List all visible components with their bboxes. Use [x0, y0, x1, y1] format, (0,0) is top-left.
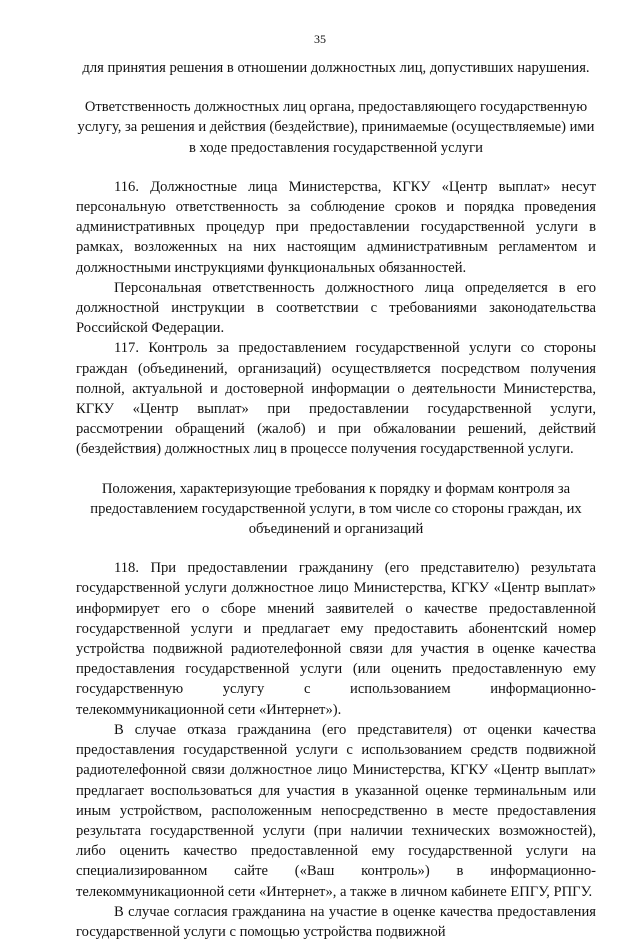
paragraph-consent-case: В случае согласия гражданина на участие в оценке качества предоставления государственной услуги с помощью устройства подвижной — [76, 903, 596, 940]
section-heading-responsibility: Ответственность должностных лиц органа, предоставляющего государственную услугу, за решения и действия (бездействие), принимаемые (осуществляемые) ими в ходе предоставления государственной услуги — [77, 99, 595, 156]
paragraph-personal-responsibility: Персональная ответственность должностного лица определяется в его должностной инструкции в соответствии с требованиями законодательства Российской Федерации. — [76, 279, 596, 337]
paragraph-116: 116. Должностные лица Министерства, КГКУ «Центр выплат» несут персональную ответственность за соблюдение сроков и порядка проведения административных процедур при предоставлении государственной услуги в рамках, возложенных на них настоящим административным регламентом и должностными инструкциями функциональных обязанностей. — [76, 178, 596, 276]
section-heading-control: Положения, характеризующие требования к порядку и формам контроля за предоставлением государственной услуги, в том числе со стороны граждан, их объединений и организаций — [90, 480, 582, 538]
page-number: 35 — [314, 32, 326, 46]
paragraph-refusal-case: В случае отказа гражданина (его представителя) от оценки качества предоставления государственной услуги с использованием средств подвижной радиотелефонной связи должностное лицо Министерства, КГКУ «Центр выплат» предлагает воспользоваться для участия в указанной оценке терминальным или иным устройством, расположенным непосредственно в месте предоставления результата государственной услуги (при наличии технических возможностей), либо оценить качество предоставленной ему государственной услуги на специализированном сайте («Ваш контроль») в информационно-телекоммуникационной сети «Интернет», а также в личном кабинете ЕПГУ, РПГУ. — [76, 721, 596, 900]
paragraph-118: 118. При предоставлении гражданину (его представителю) результата государственной услуги должностное лицо Министерства, КГКУ «Центр выплат» информирует его о сборе мнений заявителей о качестве предоставленной государственной услуги и предлагает ему предоставить абонентский номер устройства подвижной радиотелефонной связи для участия в оценке качества предоставления государственной услуги (или оценить предоставленную ему государственную услугу с использованием информационно-телекоммуникационной сети «Интернет»). — [76, 560, 596, 718]
paragraph-117: 117. Контроль за предоставлением государственной услуги со стороны граждан (объединений, организаций) осуществляется посредством получения полной, актуальной и достоверной информации о деятельности Министерства, КГКУ «Центр выплат» при предоставлении государственной услуги, рассмотрении обращений (жалоб) и при обжаловании решений, действий (бездействия) должностных лиц в процессе получения государственной услуги. — [76, 340, 596, 458]
page-body — [76, 58, 596, 942]
paragraph-continuation: для принятия решения в отношении должностных лиц, допустивших нарушения. — [82, 60, 590, 76]
